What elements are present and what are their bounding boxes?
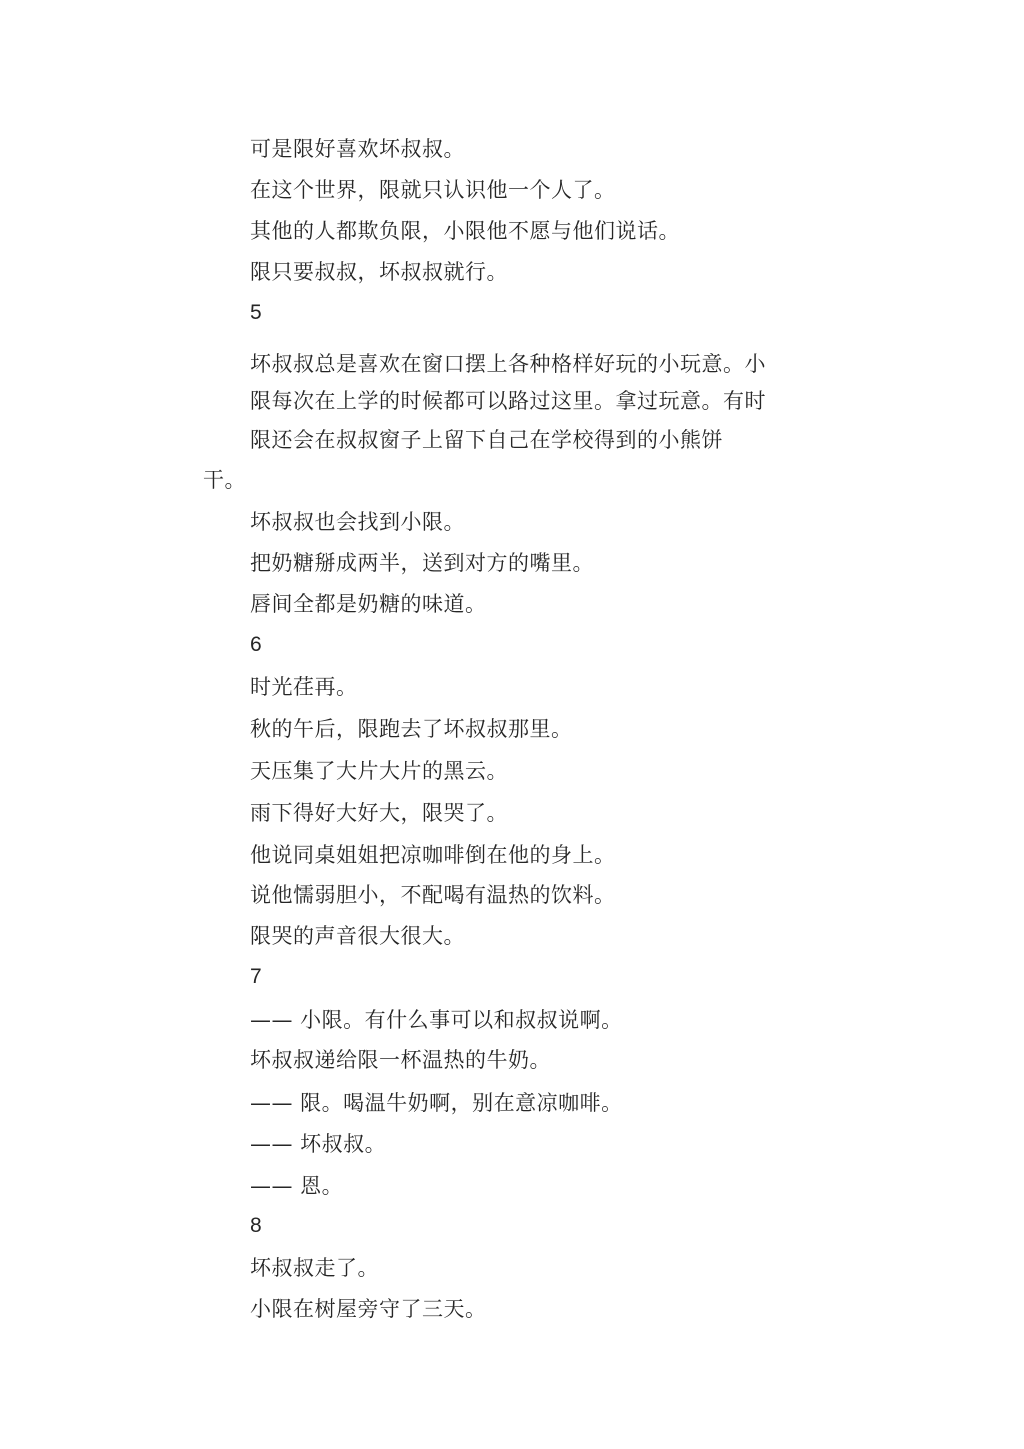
text-line: 坏叔叔走了。 (250, 1256, 379, 1280)
text-line: 限每次在上学的时候都可以路过这里。拿过玩意。有时 (250, 389, 766, 413)
text-line: 其他的人都欺负限，小限他不愿与他们说话。 (250, 219, 680, 243)
text-line: 可是限好喜欢坏叔叔。 (250, 137, 465, 161)
text-line: 唇间全都是奶糖的味道。 (250, 592, 487, 616)
text-line: 限只要叔叔，坏叔叔就行。 (250, 260, 508, 284)
text-line: 坏叔叔总是喜欢在窗口摆上各种格样好玩的小玩意。小 (250, 352, 766, 376)
dialogue-line: —— 小限。有什么事可以和叔叔说啊。 (250, 1008, 623, 1032)
text-line: 坏叔叔递给限一杯温热的牛奶。 (250, 1048, 551, 1072)
text-line: 他说同桌姐姐把凉咖啡倒在他的身上。 (250, 843, 616, 867)
text-line: 限哭的声音很大很大。 (250, 924, 465, 948)
dialogue-line: —— 限。喝温牛奶啊，别在意凉咖啡。 (250, 1091, 623, 1115)
section-number: 8 (250, 1214, 263, 1237)
text-line: 雨下得好大好大，限哭了。 (250, 801, 508, 825)
text-line: 在这个世界，限就只认识他一个人了。 (250, 178, 616, 202)
text-line: 说他懦弱胆小，不配喝有温热的饮料。 (250, 883, 616, 907)
text-line: 天压集了大片大片的黑云。 (250, 759, 508, 783)
text-line: 坏叔叔也会找到小限。 (250, 510, 465, 534)
section-number: 6 (250, 633, 263, 656)
text-line: 限还会在叔叔窗子上留下自己在学校得到的小熊饼 (250, 428, 723, 452)
text-line: 干。 (203, 468, 246, 492)
text-line: 把奶糖掰成两半，送到对方的嘴里。 (250, 551, 594, 575)
text-line: 小限在树屋旁守了三天。 (250, 1297, 487, 1321)
section-number: 5 (250, 301, 263, 324)
text-line: 时光荏再。 (250, 675, 358, 699)
section-number: 7 (250, 965, 263, 988)
text-line: 秋的午后，限跑去了坏叔叔那里。 (250, 717, 573, 741)
dialogue-line: —— 恩。 (250, 1174, 344, 1198)
dialogue-line: —— 坏叔叔。 (250, 1132, 387, 1156)
